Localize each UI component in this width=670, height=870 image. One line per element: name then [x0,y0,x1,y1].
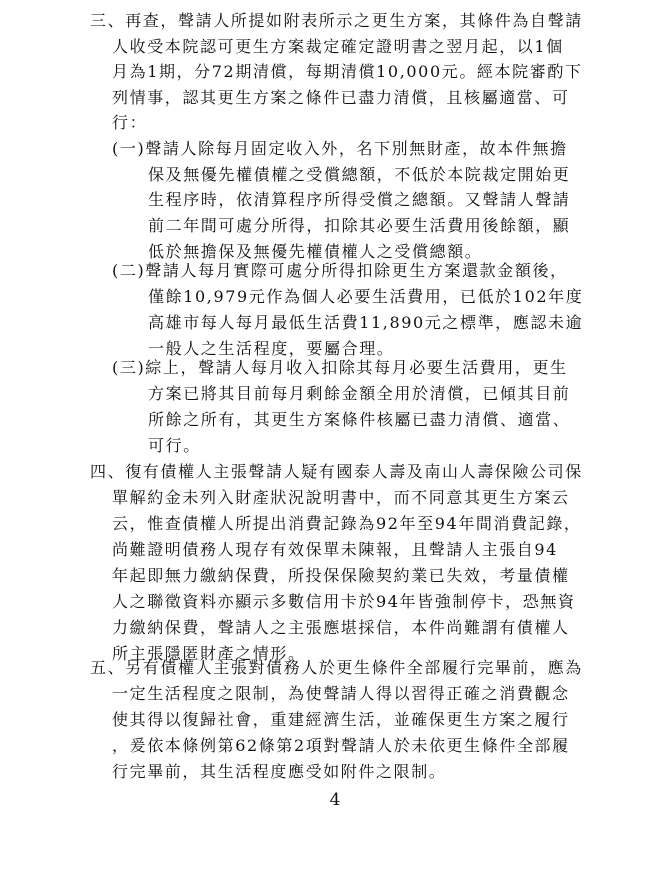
section-4-line: 云，惟查債權人所提出消費記錄為92年至94年間消費記錄， [112,514,582,533]
section-4-line: 單解約金未列入財產狀況說明書中，而不同意其更生方案云 [112,488,570,507]
item-2-first-line: (二)聲請人每月實際可處分所得扣除更生方案還款金額後， [112,261,568,280]
section-5-line: ，爰依本條例第62條第2項對聲請人於未依更生條件全部履 [112,736,570,755]
item-2-line: 一般人之生活程度，要屬合理。 [148,339,395,358]
section-3-line: 列情事，認其更生方案之條件已盡力清償，且核屬適當、可 [112,88,570,107]
section-4-line: 年起即無力繳納保費，所投保保險契約業已失效，考量債權 [112,566,570,585]
item-2-line: 僅餘10,979元作為個人必要生活費用，已低於102年度 [148,287,584,306]
section-4-line: 人之聯徵資料亦顯示多數信用卡於94年皆強制停卡，恐無資 [112,592,576,611]
section-3-line: 行： [112,113,148,132]
item-1-line: 生程序時，依清算程序所得受償之總額。又聲請人聲請 [148,190,571,209]
section-4-line: 力繳納保費，聲請人之主張應堪採信，本件尚難謂有債權人 [112,618,570,637]
item-3-line: 可行。 [148,436,201,455]
section-4-line: 尚難證明債務人現存有效保單未陳報，且聲請人主張自94 [112,540,558,559]
section-5-line: 一定生活程度之限制，為使聲請人得以習得正確之消費觀念 [112,684,570,703]
section-5-line: 使其得以復歸社會，重建經濟生活，並確保更生方案之履行 [112,710,570,729]
item-1-first-line: (一)聲請人除每月固定收入外，名下別無財產，故本件無擔 [112,139,568,158]
section-3-line: 人收受本院認可更生方案裁定確定證明書之翌月起，以1個 [112,37,564,56]
section-5-heading-line: 五、另有債權人主張對債務人於更生條件全部履行完畢前，應為 [90,658,583,677]
section-3-heading-line: 三、再查，聲請人所提如附表所示之更生方案，其條件為自聲請 [90,11,583,30]
section-5-line: 行完畢前，其生活程度應受如附件之限制。 [112,762,447,781]
item-1-line: 低於無擔保及無優先權債權人之受償總額。 [148,242,483,261]
item-1-line: 前二年間可處分所得，扣除其必要生活費用後餘額，顯 [148,216,571,235]
section-3-line: 月為1期，分72期清償，每期清償10,000元。經本院審酌下 [112,62,583,81]
item-3-line: 所餘之所有，其更生方案條件核屬已盡力清償、適當、 [148,410,571,429]
page-number: 4 [329,790,341,810]
section-4-heading-line: 四、復有債權人主張聲請人疑有國泰人壽及南山人壽保險公司保 [90,462,583,481]
item-2-line: 高雄市每人每月最低生活費11,890元之標準，應認未逾 [148,313,584,332]
item-3-first-line: (三)綜上，聲請人每月收入扣除其每月必要生活費用，更生 [112,358,568,377]
section-4-line: 所主張隱匿財產之情形。 [112,644,306,663]
item-3-line: 方案已將其目前每月剩餘金額全用於清償，已傾其目前 [148,384,571,403]
item-1-line: 保及無優先權債權之受償總額，不低於本院裁定開始更 [148,165,571,184]
